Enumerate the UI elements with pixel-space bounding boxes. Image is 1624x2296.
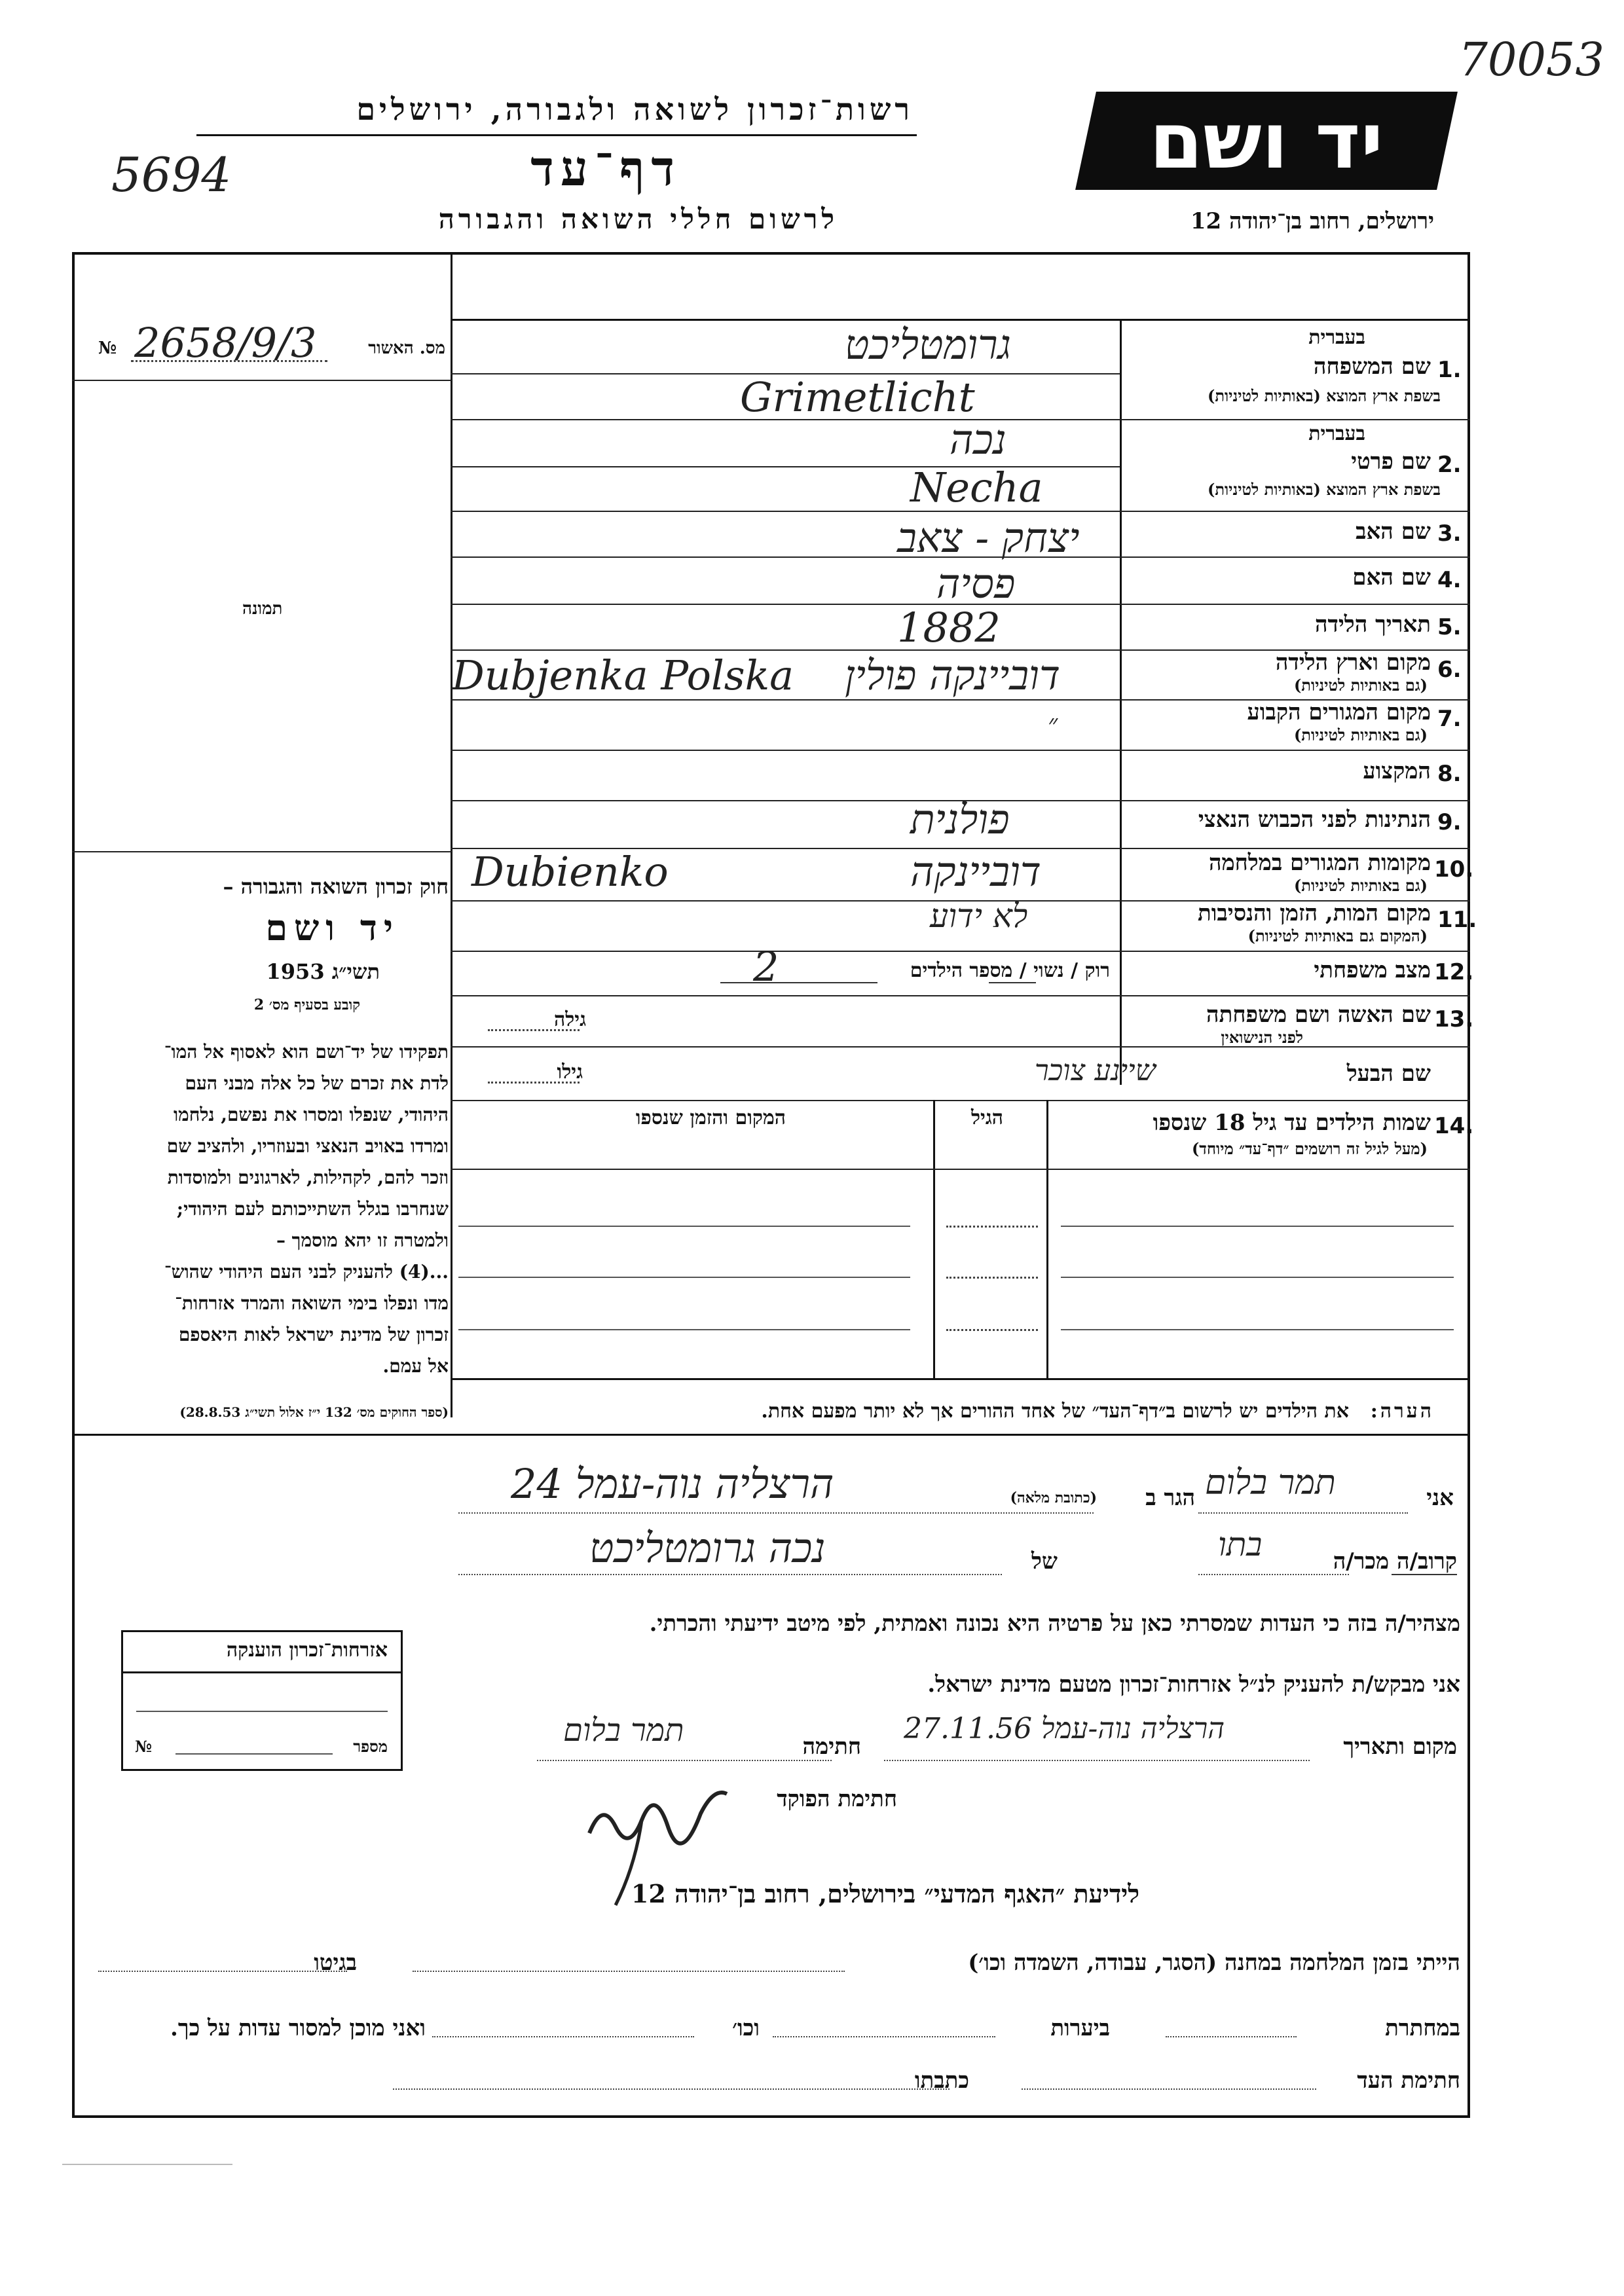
field-1-number: 1. <box>1437 357 1462 383</box>
decl-resident-label: הגר ב <box>1145 1485 1195 1511</box>
approval-label: מס. האשור <box>368 338 445 358</box>
archive-number-top-right: 70053 <box>1458 33 1604 86</box>
law-clause: קובע בסעיף מס׳ 2 <box>253 996 360 1013</box>
field-10-value-latin: Dubienko <box>471 848 669 896</box>
decl-signature-label: חתימה <box>802 1734 861 1760</box>
field-13-sub: לפני הנישואין <box>1221 1028 1303 1047</box>
field-7-value: ״ <box>1048 709 1058 739</box>
field-7-label: מקום המגורים הקבוע <box>1247 699 1431 725</box>
row-line <box>451 1046 1470 1048</box>
note-text: את הילדים יש לרשום ב״דף־העד״ של אחד ההורים אך לא יותר מפעם אחת. <box>761 1400 1349 1423</box>
law-line: ...(4) להעניק לבני העם היהודי שהוש־ <box>164 1261 449 1283</box>
field-1-sub: בשפת ארץ המוצא (באותיות לטיניות) <box>1208 386 1441 405</box>
decl-i-label: אני <box>1426 1485 1454 1511</box>
field-6-number: 6. <box>1437 657 1462 683</box>
decl-of-line <box>458 1574 1002 1575</box>
field-8-number: 8. <box>1437 761 1462 787</box>
research-l3-address: כתבתו <box>914 2068 969 2094</box>
field-3-value: יצחק - צאב <box>897 514 1080 562</box>
decl-relation-line <box>1198 1574 1349 1575</box>
approval-dotted-line <box>131 360 327 362</box>
photo-area-bottom <box>72 851 452 852</box>
field-6-value-latin: Dubjenka Polska <box>452 651 794 699</box>
field-7-sub: (גם באותיות לטיניות) <box>1293 725 1428 744</box>
form-title: דף־עד <box>530 141 681 197</box>
photo-label: תמונה <box>242 599 283 619</box>
decl-relation-value: בתו <box>1218 1525 1263 1563</box>
field-8-label: המקצוע <box>1363 758 1431 784</box>
field-13-age-label: גילה <box>553 1008 586 1031</box>
research-l1-camp: הייתי בזמן המלחמה במחנה (הסגר, עבודה, השמדה וכו׳) <box>968 1950 1460 1976</box>
research-l2-forests: ביערות <box>1050 2015 1110 2041</box>
children-number: 14. <box>1434 1113 1474 1139</box>
research-l2-willing: ואני מוכן למסור עדות על כך. <box>170 2015 426 2041</box>
field-10-number: 10. <box>1434 856 1474 883</box>
research-l1-line <box>413 1971 845 1972</box>
decl-official-sig-label: חתימת הפוקד <box>777 1786 897 1812</box>
research-l1-line2 <box>98 1971 347 1972</box>
approval-row <box>98 319 445 367</box>
approval-number: 2658/9/3 <box>134 319 317 367</box>
row-line <box>451 951 1470 952</box>
citizenship-entry-line <box>136 1711 388 1712</box>
form-subtitle: לרשום חללי השואה והגבורה <box>438 203 838 235</box>
address: ירושלים, רחוב בן־יהודה 12 <box>1190 208 1434 234</box>
field-2-number: 2. <box>1437 452 1462 478</box>
children-col-place: המקום והזמן שנספו <box>635 1106 786 1129</box>
field-11-number: 11. <box>1437 907 1477 933</box>
field-6-label: מקום וארץ הלידה <box>1275 649 1431 676</box>
field-13-number: 13. <box>1434 1006 1474 1032</box>
husband-age-dots <box>488 1082 580 1084</box>
field-12-number: 12. <box>1434 959 1474 985</box>
row-line <box>451 1100 1470 1101</box>
children-col-divider-1 <box>1046 1100 1048 1378</box>
decl-place-date-label: מקום ותאריך <box>1343 1734 1457 1760</box>
label-column-divider <box>1120 319 1122 1085</box>
field-3-number: 3. <box>1437 520 1462 547</box>
field-11-sub: (המקום גם באותיות לטיניות) <box>1247 926 1428 945</box>
law-line: תפקידו של יד־ושם הוא לאסוף אל המו־ <box>164 1041 449 1063</box>
research-l1-ghetto: בגיטו <box>314 1950 357 1976</box>
field-2-sub: בשפת ארץ המוצא (באותיות לטיניות) <box>1208 480 1441 499</box>
note-bottom-line <box>72 1434 1470 1436</box>
husband-age-label: גילו <box>557 1061 583 1084</box>
field-1-label: שם המשפחה <box>1313 354 1431 380</box>
citizenship-box <box>121 1630 403 1771</box>
field-11-label: מקום המות, הזמן והנסיבות <box>1197 900 1431 926</box>
law-line: אל עמם. <box>382 1355 449 1377</box>
decl-relation-label: קרוב/ה מכר/ה <box>1333 1548 1457 1575</box>
note-label: הערה: <box>1370 1400 1434 1423</box>
citizenship-box-title: אזרחות־זכרון הוענקה <box>226 1639 388 1662</box>
field-5-number: 5. <box>1437 614 1462 640</box>
field-5-label: תאריך הלידה <box>1314 611 1431 638</box>
law-line: מדו ונפלו בימי השואה והמרד אזרחות־ <box>175 1292 449 1314</box>
children-entry-line <box>1061 1329 1454 1330</box>
note-top-line <box>451 1378 1470 1380</box>
research-title: לידיעת ״האגף המדעי״ בירושלים, רחוב בן־יהודה 12 <box>631 1879 1139 1908</box>
research-l2-etc: וכו׳ <box>732 2015 760 2041</box>
law-line: היהודי, שנפלו ומסרו את נפשם, נלחמו <box>173 1104 449 1125</box>
field-9-number: 9. <box>1437 809 1462 835</box>
children-sub: (מעל לגיל זה רושמים ״דף־עד״ מיוחד) <box>1191 1139 1428 1158</box>
children-entry-line <box>458 1277 910 1278</box>
law-line: לדת את זכרם של כל אלה מבני העם <box>185 1072 449 1094</box>
field-9-value: פולנית <box>910 795 1010 843</box>
field-13-label: שם האשה ושם משפחתה <box>1206 1002 1431 1028</box>
field-6-value-hebrew: דוביינקה פולין <box>845 651 1061 699</box>
field-10-value-hebrew: דוביינקה <box>910 848 1041 896</box>
left-column-divider <box>451 252 452 1417</box>
research-l2-line3 <box>432 2036 694 2037</box>
citizenship-no-sign: № <box>135 1737 153 1756</box>
decl-signature-value: תמר בלום <box>563 1712 684 1749</box>
law-source: (ספר החוקים מס׳ 132 י״ז אלול תשי״ג 28.8.53) <box>179 1404 449 1420</box>
research-l3-line2 <box>393 2088 950 2090</box>
field-10-sub: (גם באותיות לטיניות) <box>1293 876 1428 895</box>
children-col-age: הגיל <box>970 1106 1003 1129</box>
field-2-hebrew-label: בעברית <box>1308 422 1365 445</box>
field-12-label: מצב משפחתי <box>1314 957 1431 983</box>
children-age-dots <box>946 1226 1038 1228</box>
field-4-label: שם האם <box>1352 564 1431 591</box>
field-9-label: הנתינות לפני הכבוש הנאצי <box>1198 807 1431 833</box>
law-line: וזכר להם, לקהילות, לארגונים ולמוסדות <box>167 1167 449 1188</box>
research-l2-line2 <box>773 2036 995 2037</box>
field-2-label: שם פרטי <box>1351 448 1431 475</box>
decl-address-line <box>458 1512 1094 1514</box>
decl-relation-underline <box>1392 1574 1457 1575</box>
field-1-hebrew-label: בעברית <box>1308 326 1365 349</box>
decl-i-value: תמר בלום <box>1205 1463 1336 1503</box>
citizenship-no-label: מספר <box>353 1737 388 1756</box>
decl-address-value: הרצליה נוה-עמל 24 <box>511 1460 834 1508</box>
field-2-value-latin: Necha <box>910 464 1043 511</box>
children-entry-line <box>1061 1226 1454 1227</box>
field-6-sub: (גם באותיות לטיניות) <box>1293 676 1428 695</box>
field-12-line <box>720 982 877 983</box>
husband-value: שיינע צוכר <box>1035 1054 1156 1087</box>
children-entry-line <box>1061 1277 1454 1278</box>
field-3-label: שם האב <box>1356 519 1431 545</box>
children-col-divider-2 <box>933 1100 935 1378</box>
field-11-value: לא ידוע <box>930 897 1028 935</box>
scan-artifact-line <box>62 2164 232 2165</box>
field-7-number: 7. <box>1437 706 1462 732</box>
husband-label: שם הבעל <box>1346 1061 1431 1087</box>
research-l2-line <box>1166 2036 1297 2037</box>
field-1-value-latin: Grimetlicht <box>740 373 975 421</box>
citizenship-title-line <box>123 1671 401 1673</box>
yad-vashem-logo <box>1075 92 1458 190</box>
children-row-1 <box>451 1169 1470 1170</box>
approval-no-sign: № <box>98 338 117 358</box>
field-5-value: 1882 <box>897 604 1001 651</box>
decl-resident-hint: (כתובת מלאה) <box>1010 1489 1097 1506</box>
field-13-age-dots <box>488 1029 580 1031</box>
field-12-value: 2 <box>753 943 779 991</box>
field-12-married-underline <box>989 982 1036 983</box>
field-1-value-hebrew: גרומטליכט <box>845 321 1011 369</box>
research-l3-signature: חתימת העד <box>1357 2068 1460 2094</box>
children-entry-line <box>458 1226 910 1227</box>
decl-of-value: נכה גרומטליכט <box>589 1524 826 1572</box>
field-4-number: 4. <box>1437 567 1462 593</box>
research-l3-line <box>1022 2088 1316 2090</box>
decl-place-date-value: הרצליה נוה-עמל 27.11.56 <box>904 1712 1225 1745</box>
research-l2-underground: במחתרת <box>1385 2015 1460 2041</box>
logo-text: יד ושם <box>1149 96 1384 186</box>
citizenship-no-line <box>175 1753 333 1755</box>
authority-name: רשות־זכרון לשואה ולגבורה, ירושלים <box>356 92 913 127</box>
authority-underline <box>196 134 917 136</box>
law-title: חוק זכרון השואה והגבורה – <box>223 874 449 899</box>
decl-place-date-line <box>884 1760 1310 1761</box>
children-age-dots <box>946 1277 1038 1279</box>
photo-area-top <box>72 380 452 381</box>
law-line: שנחרבו בגלל השתייכותם לעם היהודי; <box>176 1198 449 1220</box>
field-10-label: מקומות המגורים במלחמה <box>1208 850 1431 876</box>
field-12-options: רוק / נשוי / מספר הילדים <box>910 959 1110 982</box>
row-line <box>451 750 1470 751</box>
decl-of-label: של <box>1031 1548 1058 1575</box>
law-name: יד ושם <box>265 907 399 949</box>
archive-number-top-left: 5694 <box>111 147 232 202</box>
decl-statement-1: מצהיר/ה בזה כי העדות שמסרתי כאן על פרטיה היא נכונה ואמתית, לפי מיטב ידיעתי והכרתי. <box>649 1611 1460 1637</box>
law-line: זכרון של מדינת ישראל לאות היאספם <box>178 1324 449 1345</box>
decl-i-line <box>1198 1512 1408 1514</box>
children-entry-line <box>458 1329 910 1330</box>
field-4-value: פסיה <box>936 560 1016 608</box>
law-year: תשי״ג 1953 <box>266 959 380 984</box>
law-line: ומרדו באויב הנאצי ובעוזריו, ולהציב שם <box>166 1135 449 1157</box>
children-label: שמות הילדים עד גיל 18 שנספו <box>1153 1110 1431 1136</box>
decl-statement-2: אני מבקש/ת להעניק לנ״ל אזרחות־זכרון מטעם מדינת ישראל. <box>927 1671 1460 1698</box>
law-line: ולמטרה זו יהא מוסמך – <box>276 1230 449 1251</box>
children-age-dots <box>946 1329 1038 1331</box>
field-2-value-hebrew: נכה <box>950 416 1006 464</box>
row-line <box>451 995 1470 996</box>
